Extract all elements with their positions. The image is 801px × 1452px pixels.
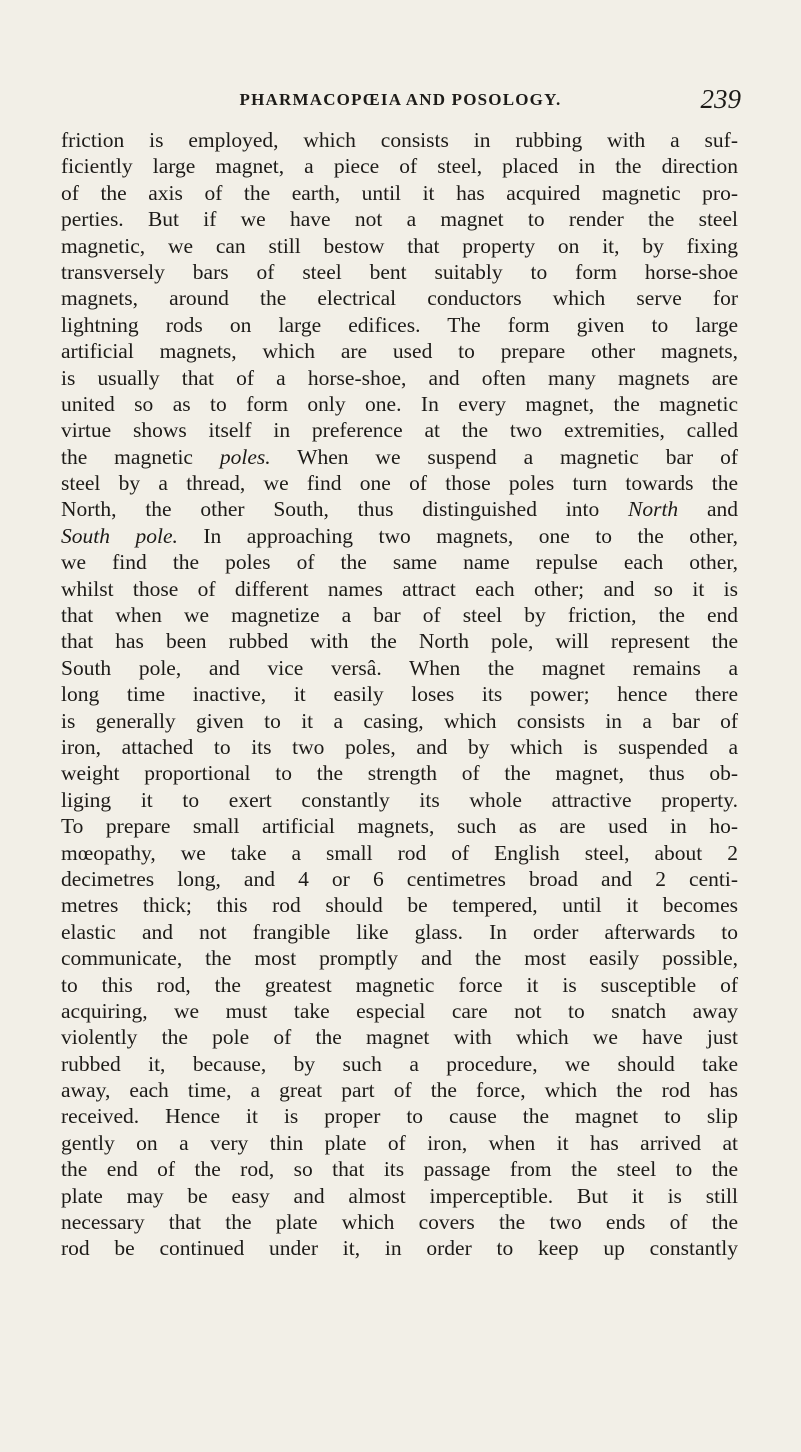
text-line <box>61 1183 738 1209</box>
text-segment: When we suspend a magnetic bar of <box>270 444 738 469</box>
running-head <box>0 86 801 116</box>
text-segment: To prepare small artificial magnets, such as are used in ho- <box>61 814 738 839</box>
text-line <box>61 338 738 364</box>
text-segment: ficiently large magnet, a piece of steel, placed in the direction <box>61 154 738 179</box>
text-segment: artificial magnets, which are used to prepare other magnets, <box>61 339 738 364</box>
text-line <box>61 180 738 206</box>
text-line <box>61 655 738 681</box>
text-line <box>61 813 738 839</box>
text-line <box>61 444 738 470</box>
italic-text: poles. <box>219 444 271 469</box>
text-segment: away, each time, a great part of the force, which the rod has <box>61 1078 738 1103</box>
text-line <box>61 391 738 417</box>
text-line <box>61 998 738 1024</box>
text-segment: and <box>678 497 738 522</box>
text-segment: decimetres long, and 4 or 6 centimetres broad and 2 centi- <box>61 866 738 891</box>
text-line <box>61 681 738 707</box>
text-line <box>61 1103 738 1129</box>
text-line <box>61 734 738 760</box>
text-line <box>61 365 738 391</box>
text-line <box>61 708 738 734</box>
text-segment: we find the poles of the same name repulse each other, <box>61 550 738 575</box>
text-line <box>61 866 738 892</box>
text-segment: perties. But if we have not a magnet to render the steel <box>61 207 738 232</box>
text-segment: is usually that of a horse-shoe, and often many magnets are <box>61 365 738 390</box>
text-line <box>61 1077 738 1103</box>
text-line <box>61 470 738 496</box>
text-segment: elastic and not frangible like glass. In order afterwards to <box>61 919 738 944</box>
text-segment: communicate, the most promptly and the most easily possible, <box>61 946 738 971</box>
text-segment: transversely bars of steel bent suitably to form horse-shoe <box>61 259 738 284</box>
italic-text: South pole. <box>61 523 178 548</box>
text-segment: weight proportional to the strength of the magnet, thus ob- <box>61 761 738 786</box>
text-line <box>61 576 738 602</box>
text-line <box>61 1209 738 1235</box>
text-line <box>61 1235 738 1261</box>
text-line <box>61 1156 738 1182</box>
text-segment: necessary that the plate which covers the two ends of the <box>61 1210 738 1235</box>
text-line <box>61 523 738 549</box>
text-segment: In approaching two magnets, one to the other, <box>177 523 738 548</box>
text-segment: magnetic, we can still bestow that property on it, by fixing <box>61 233 738 258</box>
text-segment: rubbed it, because, by such a procedure, we should take <box>61 1051 738 1076</box>
text-line <box>61 602 738 628</box>
text-segment: virtue shows itself in preference at the two extremities, called <box>61 418 738 443</box>
text-line <box>61 285 738 311</box>
body-text <box>61 127 738 1262</box>
text-segment: the magnetic <box>61 444 220 469</box>
text-line <box>61 628 738 654</box>
text-line <box>61 892 738 918</box>
text-segment: long time inactive, it easily loses its power; hence there <box>61 682 738 707</box>
text-line <box>61 1024 738 1050</box>
text-segment: to this rod, the greatest magnetic force it is susceptible of <box>61 972 738 997</box>
text-line <box>61 312 738 338</box>
text-segment: South pole, and vice versâ. When the magnet remains a <box>61 655 738 680</box>
text-segment: mœopathy, we take a small rod of English steel, about 2 <box>61 840 738 865</box>
text-segment: violently the pole of the magnet with which we have just <box>61 1025 738 1050</box>
text-line <box>61 919 738 945</box>
text-line <box>61 787 738 813</box>
text-line <box>61 233 738 259</box>
text-line <box>61 945 738 971</box>
text-segment: steel by a thread, we find one of those poles turn towards the <box>61 471 738 496</box>
text-segment: the end of the rod, so that its passage from the steel to the <box>61 1157 738 1182</box>
text-line <box>61 760 738 786</box>
text-segment: North, the other South, thus distinguished into <box>61 497 628 522</box>
text-line <box>61 549 738 575</box>
text-segment: is generally given to it a casing, which consists in a bar of <box>61 708 738 733</box>
text-segment: whilst those of different names attract each other; and so it is <box>61 576 738 601</box>
running-title: PHARMACOPŒIA AND POSOLOGY. <box>239 90 562 109</box>
text-line <box>61 1130 738 1156</box>
text-line <box>61 840 738 866</box>
text-segment: metres thick; this rod should be tempered, until it becomes <box>61 893 738 918</box>
text-segment: lightning rods on large edifices. The form given to large <box>61 312 738 337</box>
text-line <box>61 206 738 232</box>
text-segment: that when we magnetize a bar of steel by friction, the end <box>61 603 738 628</box>
text-line <box>61 259 738 285</box>
text-line <box>61 127 738 153</box>
text-line <box>61 417 738 443</box>
text-segment: of the axis of the earth, until it has acquired magnetic pro- <box>61 180 738 205</box>
text-line <box>61 1051 738 1077</box>
text-line <box>61 153 738 179</box>
text-segment: united so as to form only one. In every magnet, the magnetic <box>61 391 738 416</box>
page-number: 239 <box>700 84 741 114</box>
text-segment: friction is employed, which consists in rubbing with a suf- <box>61 128 738 152</box>
text-segment: acquiring, we must take especial care not to snatch away <box>61 998 738 1023</box>
text-segment: gently on a very thin plate of iron, when it has arrived at <box>61 1130 738 1155</box>
text-segment: received. Hence it is proper to cause the magnet to slip <box>61 1104 738 1129</box>
text-line <box>61 972 738 998</box>
text-line <box>61 496 738 522</box>
text-segment: that has been rubbed with the North pole, will represent the <box>61 629 738 654</box>
text-segment: iron, attached to its two poles, and by which is suspended a <box>61 734 738 759</box>
text-segment: rod be continued under it, in order to keep up constantly <box>61 1236 738 1261</box>
italic-text: North <box>627 497 679 522</box>
text-segment: magnets, around the electrical conductors which serve for <box>61 286 738 311</box>
text-segment: liging it to exert constantly its whole attractive property. <box>61 787 738 812</box>
text-segment: plate may be easy and almost imperceptible. But it is still <box>61 1183 738 1208</box>
